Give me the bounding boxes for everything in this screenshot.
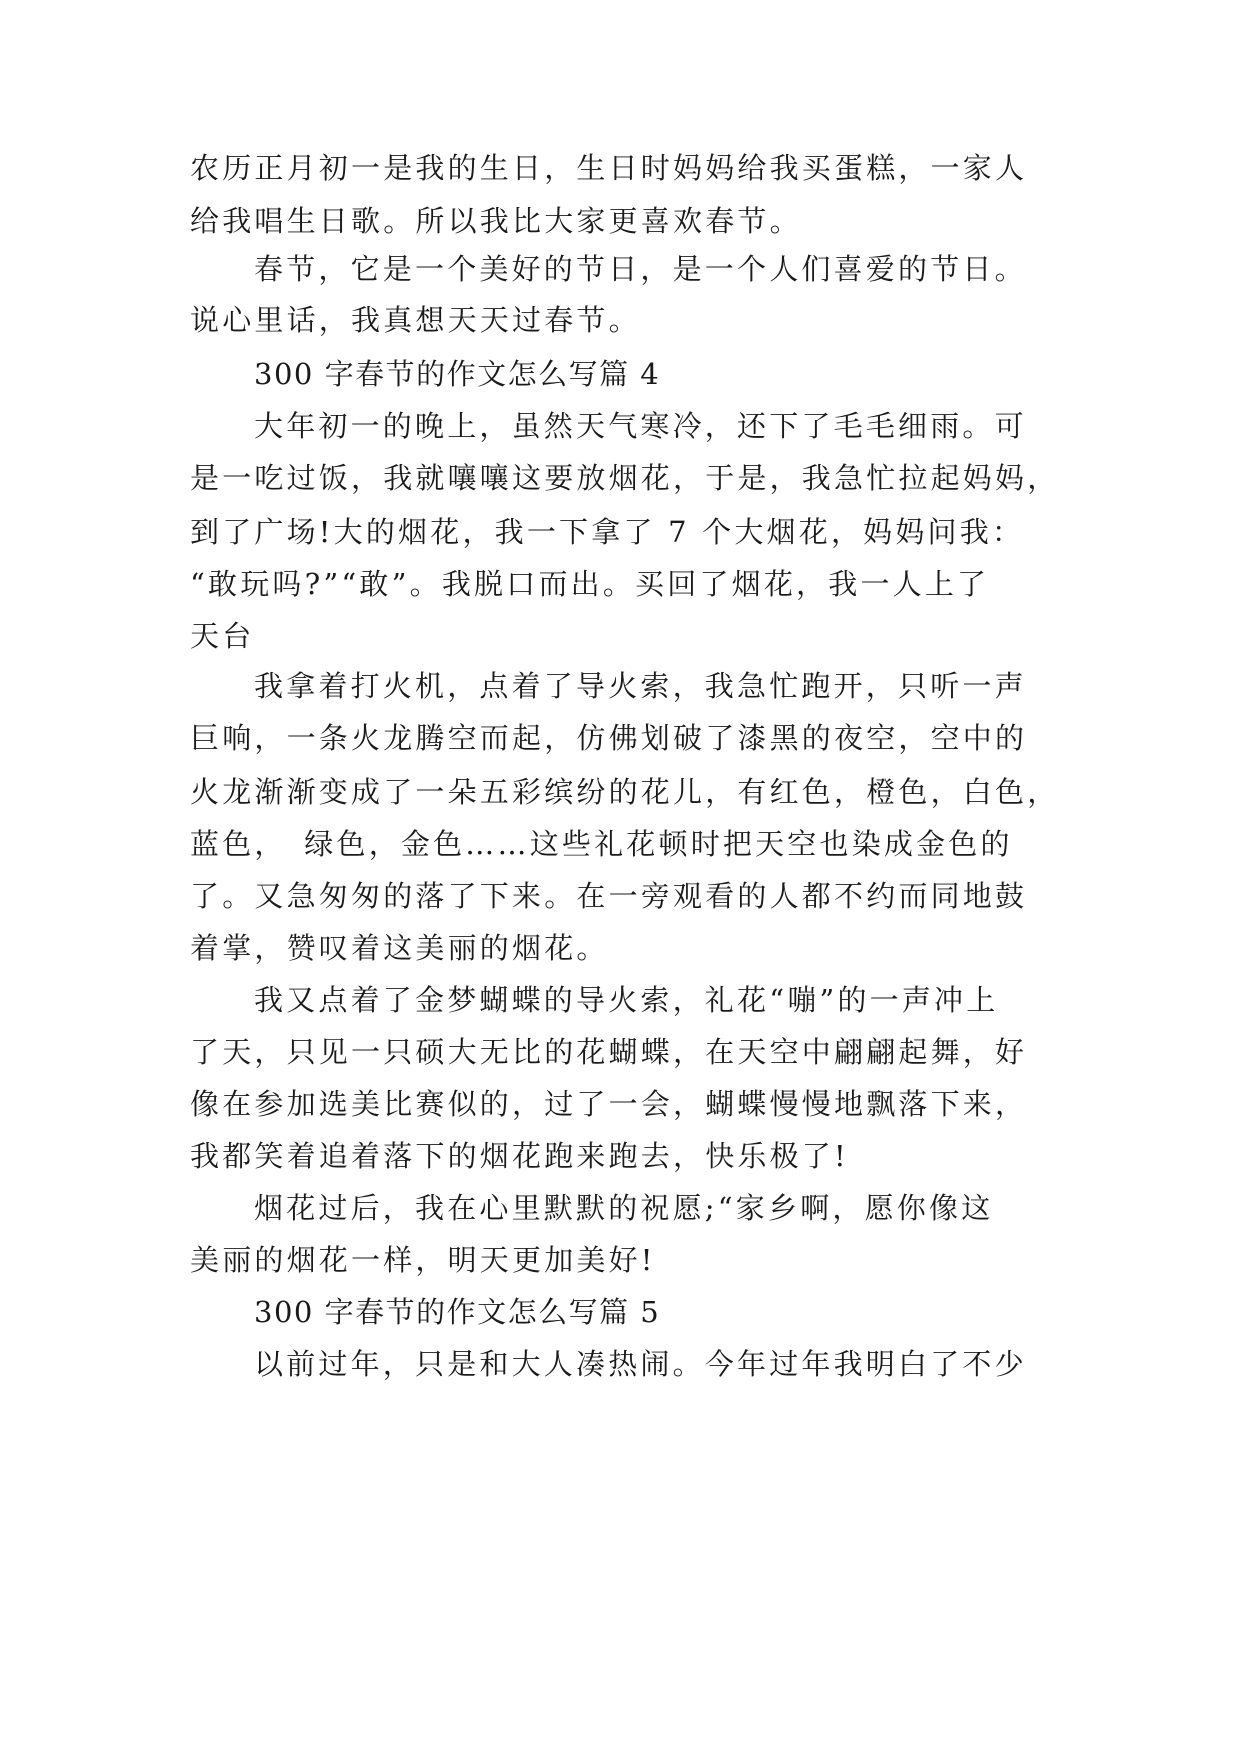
text-line: 了。又急匆匆的落了下来。在一旁观看的人都不约而同地鼓 bbox=[190, 879, 1028, 913]
paragraph-start: 以前过年，只是和大人凑热闹。今年过年我明白了不少 bbox=[254, 1347, 1027, 1381]
text-line: 着掌，赞叹着这美丽的烟花。 bbox=[190, 931, 609, 965]
text-line: 蓝色， 绿色，金色……这些礼花顿时把天空也染成金色的 bbox=[190, 827, 1013, 861]
paragraph-start: 大年初一的晚上，虽然天气寒冷，还下了毛毛细雨。可 bbox=[254, 409, 1027, 443]
text-line: 是一吃过饭，我就嚷嚷这要放烟花，于是，我急忙拉起妈妈， bbox=[190, 461, 1060, 495]
paragraph-start: 我又点着了金梦蝴蝶的导火索，礼花“嘣”的一声冲上 bbox=[254, 983, 999, 1017]
text-line: 我都笑着追着落下的烟花跑来跑去，快乐极了! bbox=[190, 1139, 849, 1173]
text-line: 美丽的烟花一样，明天更加美好! bbox=[190, 1243, 656, 1277]
paragraph-start: 烟花过后，我在心里默默的祝愿;“家乡啊，愿你像这 bbox=[254, 1191, 994, 1225]
text-line: 了天，只见一只硕大无比的花蝴蝶，在天空中翩翩起舞，好 bbox=[190, 1035, 1028, 1069]
text-line: 巨响，一条火龙腾空而起，仿佛划破了漆黑的夜空，空中的 bbox=[190, 721, 1028, 755]
text-line: 天台 bbox=[190, 619, 255, 653]
text-line: 火龙渐渐变成了一朵五彩缤纷的花儿，有红色，橙色，白色， bbox=[190, 775, 1060, 809]
text-line: 给我唱生日歌。所以我比大家更喜欢春节。 bbox=[190, 204, 802, 238]
text-line: 农历正月初一是我的生日，生日时妈妈给我买蛋糕，一家人 bbox=[190, 151, 1028, 185]
paragraph-start: 春节，它是一个美好的节日，是一个人们喜爱的节日。 bbox=[254, 252, 1027, 286]
section-heading: 300 字春节的作文怎么写篇 5 bbox=[254, 1295, 661, 1329]
text-line: 像在参加选美比赛似的，过了一会，蝴蝶慢慢地飘落下来， bbox=[190, 1087, 1028, 1121]
section-heading: 300 字春节的作文怎么写篇 4 bbox=[254, 357, 661, 391]
text-line: “敢玩吗?”“敢”。我脱口而出。买回了烟花，我一人上了 bbox=[190, 567, 990, 601]
paragraph-start: 我拿着打火机，点着了导火索，我急忙跑开，只听一声 bbox=[254, 669, 1027, 703]
text-line: 说心里话，我真想天天过春节。 bbox=[190, 303, 641, 337]
text-line: 到了广场!大的烟花，我一下拿了 7 个大烟花，妈妈问我： bbox=[190, 515, 1025, 549]
